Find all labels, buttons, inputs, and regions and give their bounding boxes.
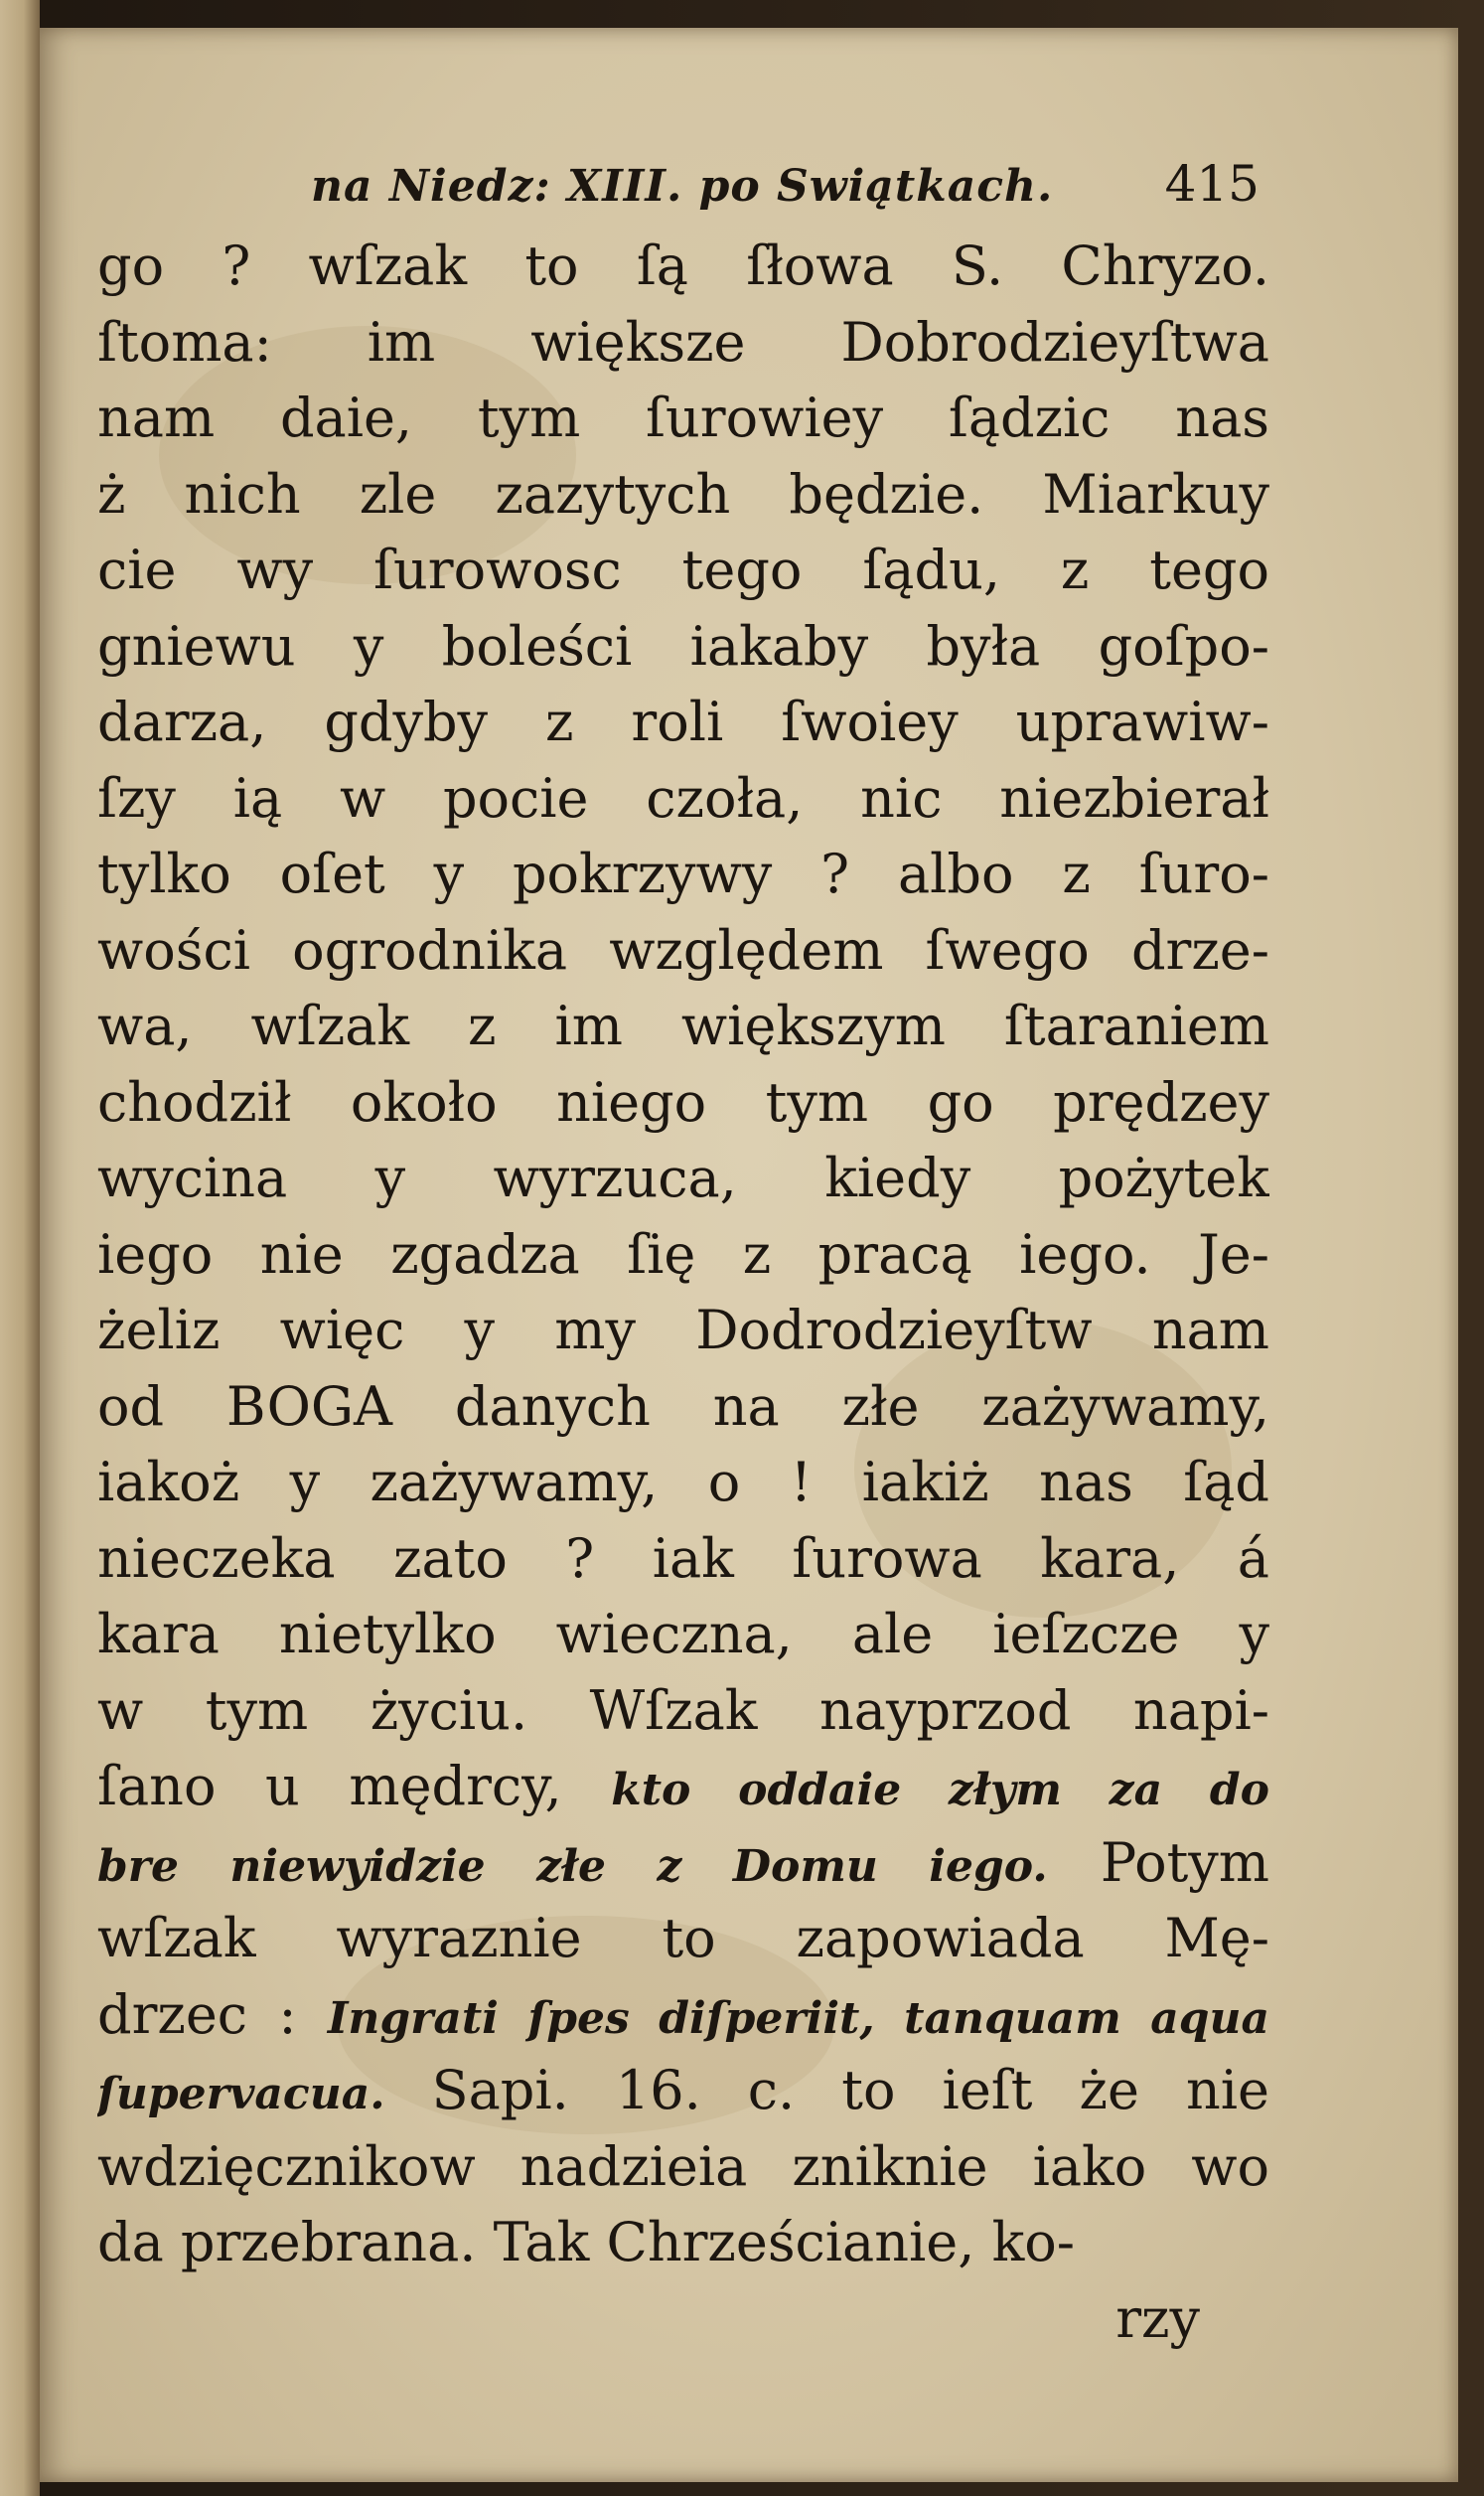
text-segment: ſzy ią w pocie czoła, nic niezbierał <box>97 766 1269 830</box>
text-line <box>97 685 1269 761</box>
text-segment: Potym <box>1047 1830 1269 1894</box>
text-line <box>97 305 1269 382</box>
text-line <box>97 1901 1269 1977</box>
text-line <box>97 1673 1269 1750</box>
page-header <box>97 147 1269 223</box>
text-segment: tylko oſet y pokrzywy ? albo z ſuro- <box>97 843 1269 905</box>
text-line <box>97 1597 1269 1673</box>
text-segment: chodził około niego tym go prędzey <box>97 1070 1269 1134</box>
text-line <box>97 761 1269 838</box>
text-segment: żeliz więc y my Dodrodzieyſtw nam <box>97 1299 1269 1361</box>
text-line <box>97 1217 1269 1294</box>
text-segment: wości ogrodnika względem ſwego drze- <box>97 918 1269 982</box>
text-segment: ż nich zle zazytych będzie. Miarkuy <box>97 462 1269 526</box>
text-segment: kara nietylko wieczna, ale ieſzcze y <box>97 1603 1269 1665</box>
text-segment: wdzięcznikow nadzieia zniknie iako wo <box>97 2134 1269 2198</box>
text-segment: od BOGA danych na złe zażywamy, <box>97 1374 1269 1438</box>
text-line <box>97 1065 1269 1142</box>
text-line <box>97 457 1269 534</box>
text-segment: gniewu y boleści iakaby była goſpo- <box>97 614 1269 678</box>
text-line <box>97 913 1269 990</box>
text-line <box>97 2205 1269 2281</box>
catchword: rzy <box>1115 2286 1200 2350</box>
text-segment: darza, gdyby z roli ſwoiey uprawiw- <box>97 691 1269 753</box>
text-segment: wſzak wyraznie to zapowiada Mę- <box>97 1907 1269 1969</box>
facing-page-edge <box>0 0 40 2496</box>
page-number: 415 <box>1164 155 1260 213</box>
text-segment: w tym życiu. Wſzak nayprzod napi- <box>97 1678 1269 1742</box>
text-line <box>97 1369 1269 1446</box>
text-segment: nam daie, tym ſurowiey ſądzic nas <box>97 387 1269 449</box>
text-segment: iego nie zgadza ſię z pracą iego. Je- <box>97 1222 1269 1286</box>
text-line <box>97 1141 1269 1217</box>
italic-quote: Ingrati ſpes diſperiit, tanquam aqua <box>327 1992 1269 2044</box>
text-line <box>97 989 1269 1065</box>
text-line <box>97 229 1269 305</box>
text-line <box>97 1825 1269 1902</box>
text-line <box>97 2129 1269 2206</box>
text-line <box>97 1749 1269 1825</box>
text-segment: cie wy ſurowosc tego ſądu, z tego <box>97 539 1269 601</box>
text-segment: da przebrana. Tak Chrześcianie, ko- <box>97 2211 1076 2273</box>
text-segment: go ? wſzak to ſą ſłowa S. Chryzo. <box>97 234 1269 297</box>
text-line <box>97 1977 1269 2054</box>
body-text <box>97 229 1269 2357</box>
text-line <box>97 1521 1269 1598</box>
book-page <box>40 28 1458 2482</box>
text-segment: nieczeka zato ? iak ſurowa kara, á <box>97 1526 1269 1590</box>
italic-quote: bre niewyidzie złe z Domu iego. <box>97 1840 1048 1892</box>
text-segment: Sapi. 16. c. to ieſt że nie <box>384 2059 1269 2121</box>
text-line <box>97 1293 1269 1369</box>
text-segment: ſano u mędrcy, <box>97 1755 612 1817</box>
italic-quote: ſupervacua. <box>97 2069 385 2119</box>
text-block <box>97 147 1269 2357</box>
text-segment: wa, wſzak z im większym ſtaraniem <box>97 995 1269 1057</box>
text-line <box>97 837 1269 913</box>
running-head: na Niedz: XIII. po Swiątkach. <box>311 161 1054 212</box>
text-line <box>97 609 1269 686</box>
text-line <box>97 1445 1269 1521</box>
text-line <box>97 533 1269 609</box>
text-line <box>97 381 1269 457</box>
text-segment: drzec : <box>97 1982 328 2046</box>
text-segment: wycina y wyrzuca, kiedy pożytek <box>97 1147 1269 1209</box>
text-segment: iakoż y zażywamy, o ! iakiż nas ſąd <box>97 1451 1269 1513</box>
italic-quote: kto oddaie złym za do <box>611 1765 1269 1815</box>
text-segment: ſtoma: im większe Dobrodzieyſtwa <box>97 310 1269 374</box>
text-line <box>97 2053 1269 2129</box>
